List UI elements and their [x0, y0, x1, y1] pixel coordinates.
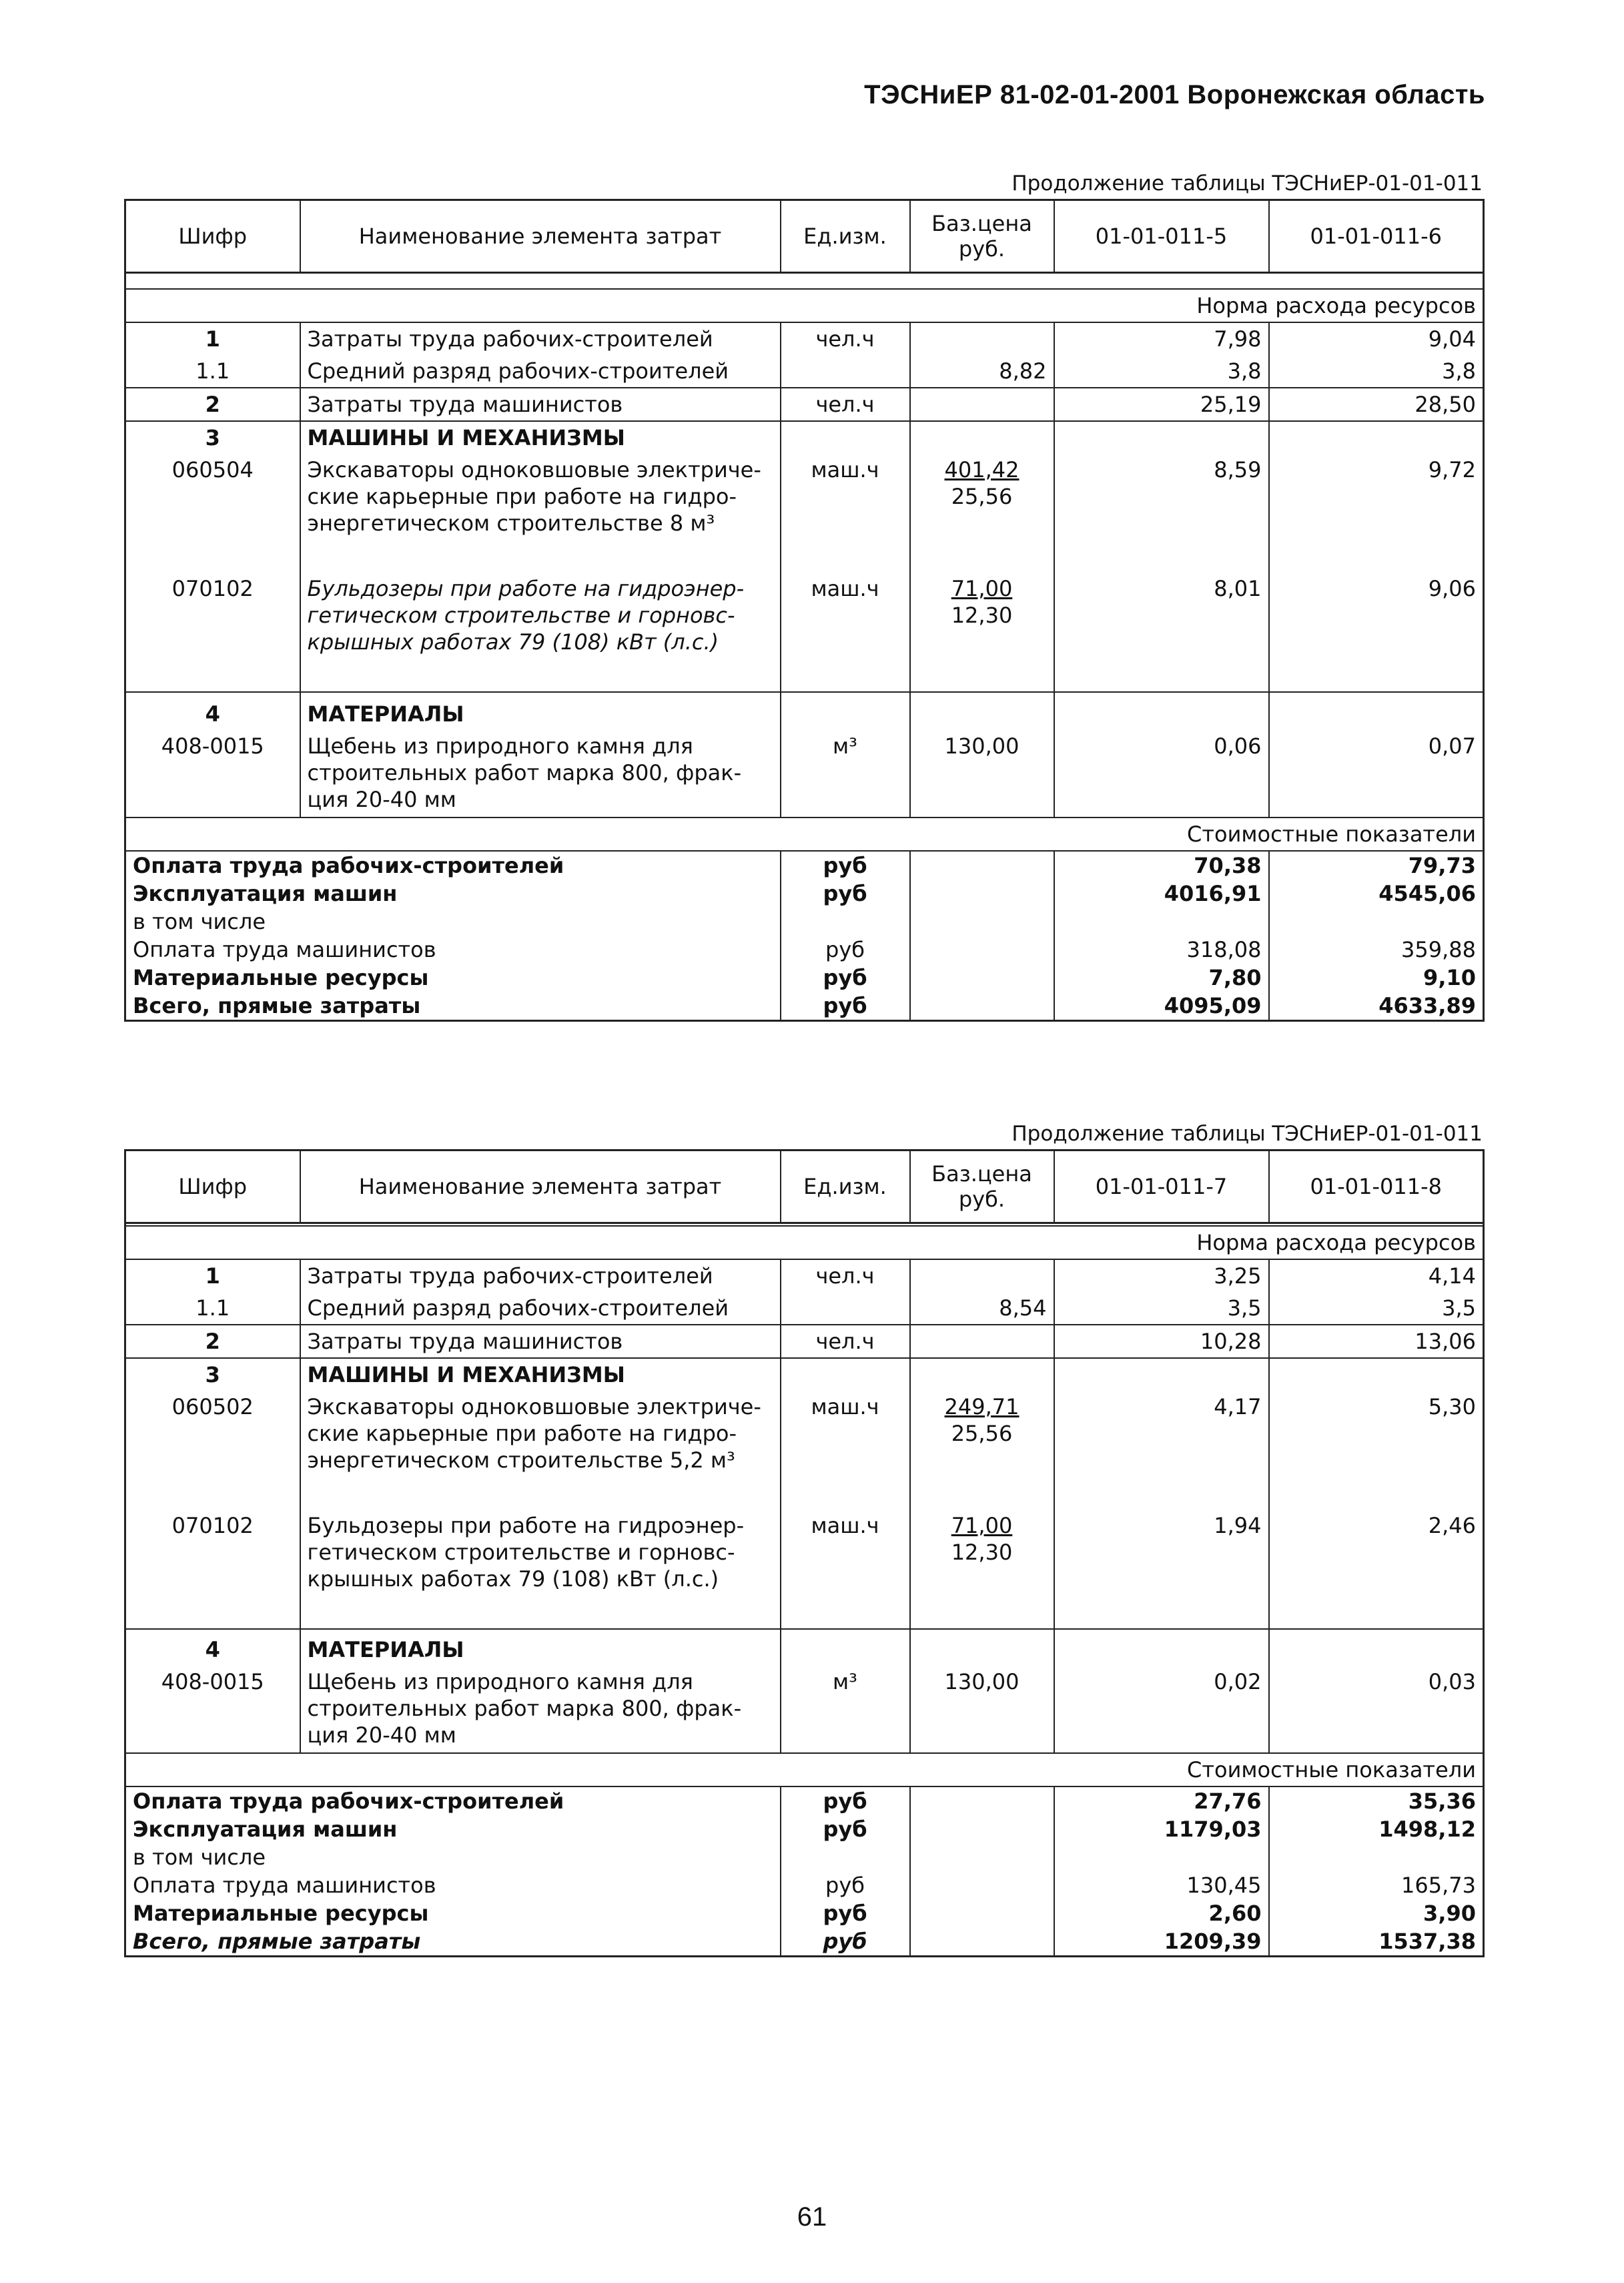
- col-unit-header: Ед.изм.: [781, 1151, 910, 1223]
- row-code: 1.1: [125, 1292, 300, 1325]
- row-name: Щебень из природного камня для строительных работ марка 800, фрак-ция 20-40 мм: [300, 730, 781, 818]
- cost-value-a: 70,38: [1054, 851, 1269, 880]
- cost-value-b: 79,73: [1269, 851, 1484, 880]
- table-row: [125, 388, 1484, 421]
- table-row: [125, 1292, 1484, 1325]
- cost-name: Всего, прямые затраты: [125, 1927, 781, 1957]
- row-code: 4: [125, 692, 300, 730]
- cost-value-b: 4545,06: [1269, 880, 1484, 908]
- col-a-header: 01-01-011-7: [1054, 1151, 1269, 1223]
- row-price: [910, 1325, 1054, 1358]
- table-row: [125, 573, 1484, 692]
- row-unit: чел.ч: [781, 1325, 910, 1358]
- row-value-a: 8,01: [1054, 573, 1269, 692]
- row-price-denominator: 12,30: [951, 1540, 1013, 1565]
- row-value-a: 1,94: [1054, 1510, 1269, 1629]
- row-code: 3: [125, 1358, 300, 1391]
- cost-value-b: 165,73: [1269, 1871, 1484, 1899]
- cost-unit: руб: [781, 1786, 910, 1815]
- cost-unit: руб: [781, 1815, 910, 1843]
- row-unit: маш.ч: [781, 454, 910, 573]
- cost-unit: руб: [781, 1899, 910, 1927]
- row-price: 8,82: [910, 355, 1054, 388]
- cost-name: Эксплуатация машин: [125, 880, 781, 908]
- row-name: Затраты труда машинистов: [300, 1325, 781, 1358]
- section-row: [125, 421, 1484, 454]
- row-name: Средний разряд рабочих-строителей: [300, 355, 781, 388]
- cost-value-b: 35,36: [1269, 1786, 1484, 1815]
- norms-table: [124, 1149, 1485, 1957]
- col-code-header: Шифр: [125, 1151, 300, 1223]
- row-unit: чел.ч: [781, 388, 910, 421]
- col-b-header: 01-01-011-6: [1269, 200, 1484, 273]
- row-unit: м³: [781, 1666, 910, 1753]
- table-row: [125, 1259, 1484, 1292]
- cost-row: [125, 908, 1484, 936]
- continuation-label: Продолжение таблицы ТЭСНиЕР-01-01-011: [1011, 172, 1483, 196]
- cost-value-a: 1179,03: [1054, 1815, 1269, 1843]
- cost-value-b: [1269, 908, 1484, 936]
- cost-row: [125, 851, 1484, 880]
- section-row: [125, 692, 1484, 730]
- row-code: 3: [125, 421, 300, 454]
- row-price: [910, 1259, 1054, 1292]
- row-code: 1: [125, 1259, 300, 1292]
- col-price-header: Баз.цена руб.: [910, 200, 1054, 273]
- section-title: МАТЕРИАЛЫ: [300, 1629, 781, 1666]
- row-value-a: 3,25: [1054, 1259, 1269, 1292]
- row-value-b: 9,72: [1269, 454, 1484, 573]
- cost-name: в том числе: [125, 908, 781, 936]
- section-row: [125, 1629, 1484, 1666]
- cost-value-b: 1537,38: [1269, 1927, 1484, 1957]
- section-row: [125, 1358, 1484, 1391]
- cost-name: в том числе: [125, 1843, 781, 1871]
- row-price: 130,00: [910, 1666, 1054, 1753]
- row-name: Затраты труда рабочих-строителей: [300, 1259, 781, 1292]
- row-value-a: 3,5: [1054, 1292, 1269, 1325]
- row-value-a: 10,28: [1054, 1325, 1269, 1358]
- cost-value-a: 4095,09: [1054, 992, 1269, 1021]
- row-code: 060504: [125, 454, 300, 573]
- row-code: 1.1: [125, 355, 300, 388]
- row-value-a: 3,8: [1054, 355, 1269, 388]
- cost-row: [125, 880, 1484, 908]
- row-name: Затраты труда машинистов: [300, 388, 781, 421]
- col-name-header: Наименование элемента затрат: [300, 1151, 781, 1223]
- row-value-b: 2,46: [1269, 1510, 1484, 1629]
- cost-row: [125, 1815, 1484, 1843]
- continuation-label: Продолжение таблицы ТЭСНиЕР-01-01-011: [1011, 1122, 1483, 1146]
- row-name: Экскаваторы одноковшовые электриче-ские карьерные при работе на гидро-энергетическом строительстве 8 м³: [300, 454, 781, 573]
- col-unit-header: Ед.изм.: [781, 200, 910, 273]
- col-name-header: Наименование элемента затрат: [300, 200, 781, 273]
- row-price-numerator: 71,00: [951, 1513, 1013, 1538]
- page-number: 61: [797, 2202, 827, 2232]
- cost-row: [125, 1843, 1484, 1871]
- row-unit: маш.ч: [781, 1510, 910, 1629]
- row-value-b: 5,30: [1269, 1391, 1484, 1510]
- col-code-header: Шифр: [125, 200, 300, 273]
- row-code: 1: [125, 322, 300, 355]
- table-row: [125, 1391, 1484, 1510]
- row-value-b: 3,8: [1269, 355, 1484, 388]
- row-code: 060502: [125, 1391, 300, 1510]
- cost-row: [125, 992, 1484, 1021]
- norm-label: Норма расхода ресурсов: [125, 289, 1484, 322]
- row-price: [910, 322, 1054, 355]
- table-row: [125, 1510, 1484, 1629]
- col-a-header: 01-01-011-5: [1054, 200, 1269, 273]
- row-value-a: 4,17: [1054, 1391, 1269, 1510]
- cost-row: [125, 1899, 1484, 1927]
- row-price: 130,00: [910, 730, 1054, 818]
- row-price: 8,54: [910, 1292, 1054, 1325]
- section-title: МАТЕРИАЛЫ: [300, 692, 781, 730]
- row-price-denominator: 25,56: [951, 484, 1013, 509]
- resource-table-1: [124, 168, 1483, 1022]
- cost-name: Оплата труда машинистов: [125, 936, 781, 964]
- row-name: Средний разряд рабочих-строителей: [300, 1292, 781, 1325]
- row-code: 408-0015: [125, 730, 300, 818]
- row-code: 070102: [125, 573, 300, 692]
- cost-name: Материальные ресурсы: [125, 964, 781, 992]
- row-code: 2: [125, 388, 300, 421]
- row-unit: м³: [781, 730, 910, 818]
- row-code: 408-0015: [125, 1666, 300, 1753]
- row-price-numerator: 71,00: [951, 576, 1013, 601]
- cost-name: Эксплуатация машин: [125, 1815, 781, 1843]
- table-header-row: [125, 1151, 1484, 1223]
- row-code: 4: [125, 1629, 300, 1666]
- col-price-header: Баз.цена руб.: [910, 1151, 1054, 1223]
- table-row: [125, 730, 1484, 818]
- row-value-a: 0,02: [1054, 1666, 1269, 1753]
- cost-name: Оплата труда рабочих-строителей: [125, 1786, 781, 1815]
- cost-label: Стоимостные показатели: [125, 818, 1484, 851]
- row-name: Бульдозеры при работе на гидроэнер-гетическом строительстве и горновс-крышных работах 79 (108) кВт (л.с.): [300, 1510, 781, 1629]
- row-price-numerator: 249,71: [944, 1394, 1020, 1419]
- cost-unit: руб: [781, 880, 910, 908]
- row-name: Затраты труда рабочих-строителей: [300, 322, 781, 355]
- resource-table-2: [124, 1118, 1483, 1957]
- row-value-b: 0,07: [1269, 730, 1484, 818]
- row-name: Щебень из природного камня для строительных работ марка 800, фрак-ция 20-40 мм: [300, 1666, 781, 1753]
- table-row: [125, 454, 1484, 573]
- section-title: МАШИНЫ И МЕХАНИЗМЫ: [300, 421, 781, 454]
- cost-row: [125, 964, 1484, 992]
- row-value-b: 9,06: [1269, 573, 1484, 692]
- table-header-row: [125, 200, 1484, 273]
- row-unit: чел.ч: [781, 322, 910, 355]
- cost-value-a: [1054, 1843, 1269, 1871]
- cost-unit: [781, 908, 910, 936]
- cost-value-b: 4633,89: [1269, 992, 1484, 1021]
- cost-value-a: 1209,39: [1054, 1927, 1269, 1957]
- row-value-a: 0,06: [1054, 730, 1269, 818]
- cost-name: Материальные ресурсы: [125, 1899, 781, 1927]
- cost-unit: руб: [781, 1927, 910, 1957]
- cost-unit: руб: [781, 936, 910, 964]
- row-code: 2: [125, 1325, 300, 1358]
- row-code: 070102: [125, 1510, 300, 1629]
- cost-value-b: 3,90: [1269, 1899, 1484, 1927]
- row-price: [910, 388, 1054, 421]
- cost-value-b: [1269, 1843, 1484, 1871]
- cost-value-a: 27,76: [1054, 1786, 1269, 1815]
- row-price-denominator: 25,56: [951, 1421, 1013, 1446]
- cost-name: Оплата труда рабочих-строителей: [125, 851, 781, 880]
- cost-row: [125, 1871, 1484, 1899]
- cost-value-a: 7,80: [1054, 964, 1269, 992]
- row-name: Бульдозеры при работе на гидроэнер-гетическом строительстве и горновс-крышных работах 79 (108) кВт (л.с.): [300, 573, 781, 692]
- table-row: [125, 1666, 1484, 1753]
- row-value-b: 3,5: [1269, 1292, 1484, 1325]
- row-value-b: 28,50: [1269, 388, 1484, 421]
- cost-value-a: 318,08: [1054, 936, 1269, 964]
- col-b-header: 01-01-011-8: [1269, 1151, 1484, 1223]
- cost-row: [125, 1786, 1484, 1815]
- cost-value-a: 2,60: [1054, 1899, 1269, 1927]
- row-price-denominator: 12,30: [951, 603, 1013, 628]
- cost-value-a: 4016,91: [1054, 880, 1269, 908]
- row-name: Экскаваторы одноковшовые электриче-ские карьерные при работе на гидро-энергетическом строительстве 5,2 м³: [300, 1391, 781, 1510]
- row-unit: [781, 355, 910, 388]
- norms-table: [124, 199, 1485, 1022]
- row-value-b: 13,06: [1269, 1325, 1484, 1358]
- cost-name: Оплата труда машинистов: [125, 1871, 781, 1899]
- cost-value-b: 1498,12: [1269, 1815, 1484, 1843]
- cost-row: [125, 936, 1484, 964]
- cost-unit: руб: [781, 992, 910, 1021]
- document-header: ТЭСНиЕР 81-02-01-2001 Воронежская область: [864, 80, 1485, 109]
- table-row: [125, 1325, 1484, 1358]
- cost-value-a: [1054, 908, 1269, 936]
- table-row: [125, 355, 1484, 388]
- cost-unit: руб: [781, 964, 910, 992]
- cost-value-a: 130,45: [1054, 1871, 1269, 1899]
- row-value-b: 0,03: [1269, 1666, 1484, 1753]
- cost-unit: [781, 1843, 910, 1871]
- norm-label: Норма расхода ресурсов: [125, 1226, 1484, 1259]
- cost-row: [125, 1927, 1484, 1957]
- cost-label: Стоимостные показатели: [125, 1753, 1484, 1786]
- cost-name: Всего, прямые затраты: [125, 992, 781, 1021]
- row-value-a: 25,19: [1054, 388, 1269, 421]
- row-price-numerator: 401,42: [944, 457, 1020, 482]
- row-value-a: 7,98: [1054, 322, 1269, 355]
- row-unit: [781, 1292, 910, 1325]
- row-unit: маш.ч: [781, 1391, 910, 1510]
- row-unit: маш.ч: [781, 573, 910, 692]
- row-value-b: 4,14: [1269, 1259, 1484, 1292]
- cost-unit: руб: [781, 851, 910, 880]
- cost-value-b: 359,88: [1269, 936, 1484, 964]
- row-value-b: 9,04: [1269, 322, 1484, 355]
- cost-value-b: 9,10: [1269, 964, 1484, 992]
- cost-unit: руб: [781, 1871, 910, 1899]
- row-unit: чел.ч: [781, 1259, 910, 1292]
- table-row: [125, 322, 1484, 355]
- row-value-a: 8,59: [1054, 454, 1269, 573]
- section-title: МАШИНЫ И МЕХАНИЗМЫ: [300, 1358, 781, 1391]
